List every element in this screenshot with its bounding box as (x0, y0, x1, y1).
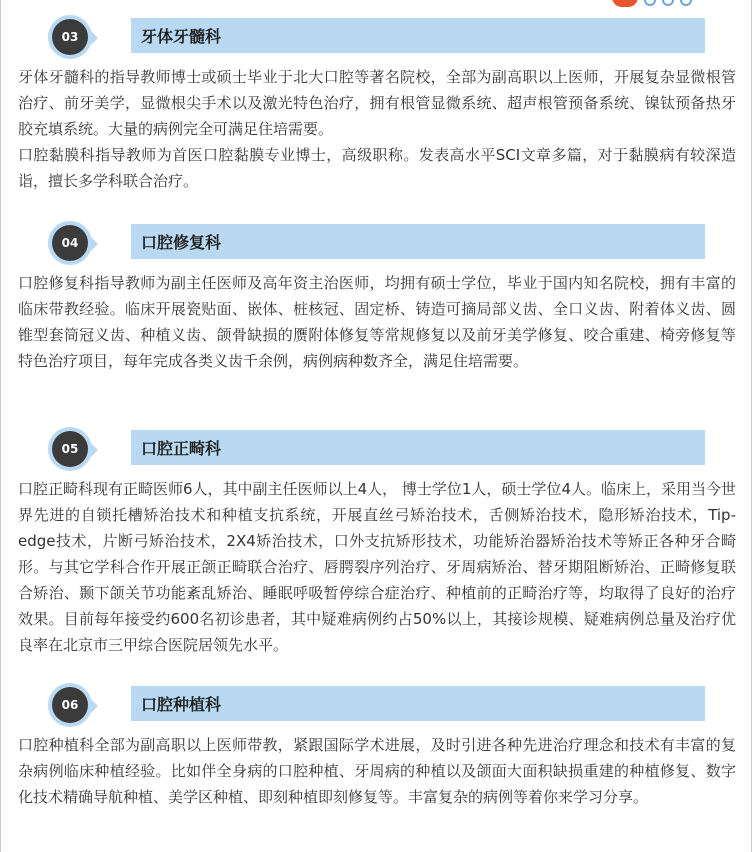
section-title: 口腔修复科 (131, 224, 705, 259)
section-title: 口腔种植科 (131, 686, 705, 721)
paragraph: 口腔修复科指导教师为副主任医师及高年资主治医师，均拥有硕士学位，毕业于国内知名院校，拥有丰富的临床带教经验。临床开展瓷贴面、嵌体、桩核冠、固定桥、铸造可摘局部义齿、全口义齿、附着体义齿、圆锥型套筒冠义齿、种植义齿、颌骨缺损的赝附体修复等常规修复以及前牙美学修复、咬合重建、椅旁修复等特色治疗项目，每年完成各类义齿千余例，病例病种数齐全，满足住培需要。 (18, 274, 736, 370)
badge-arrow-icon (91, 237, 98, 251)
circle-icon[interactable] (644, 0, 656, 6)
paragraph: 口腔正畸科现有正畸医师6人，其中副主任医师以上4人， 博士学位1人，硕士学位4人。临床上，采用当今世界先进的自锁托槽矫治技术和种植支抗系统，开展直丝弓矫治技术，舌侧矫治技术，隐形矫治技术，Tip-edge技术，片断弓矫治技术，2X4矫治技术，口外支抗矫形技术，功能矫治器矫治技术等矫正各种牙合畸形。与其它学科合作开展正颌正畸联合治疗、唇腭裂序列治疗、牙周病矫治、替牙期阻断矫治、正畸修复联合矫治、颞下颌关节功能紊乱矫治、睡眠呼吸暂停综合症治疗、种植前的正畸治疗等，均取得了良好的治疗效果。目前每年接受约600名初诊患者，其中疑难病例约占50%以上，其接诊规模、疑难病例总量及治疗优良率在北京市三甲综合医院居领先水平。 (18, 480, 736, 654)
brand-logo-icon (612, 0, 638, 7)
section-header (0, 430, 754, 470)
section-header (0, 224, 754, 264)
section-header (0, 18, 754, 58)
badge-arrow-icon (91, 31, 98, 45)
section-body (18, 732, 736, 810)
section-body (18, 476, 736, 658)
corner-toolbar[interactable] (612, 0, 754, 8)
badge-arrow-icon (91, 699, 98, 713)
badge-arrow-icon (91, 443, 98, 457)
section-number-badge: 04 (52, 225, 88, 261)
section-title: 牙体牙髓科 (131, 18, 705, 53)
section-number-badge: 03 (52, 19, 88, 55)
paragraph: 牙体牙髓科的指导教师博士或硕士毕业于北大口腔等著名院校，全部为副高职以上医师，开展复杂显微根管治疗、前牙美学，显微根尖手术以及激光特色治疗，拥有根管显微系统、超声根管预备系统、镍钛预备热牙胶充填系统。大量的病例完全可满足住培需要。 (18, 68, 736, 138)
circle-icon[interactable] (680, 0, 692, 6)
paragraph: 口腔黏膜科指导教师为首医口腔黏膜专业博士，高级职称。发表高水平SCI文章多篇，对于黏膜病有较深造诣，擅长多学科联合治疗。 (18, 146, 736, 190)
section-number-badge: 05 (52, 431, 88, 467)
section-header (0, 686, 754, 726)
circle-icon[interactable] (662, 0, 674, 6)
section-body (18, 64, 736, 194)
section-number-badge: 06 (52, 687, 88, 723)
section-title: 口腔正畸科 (131, 430, 705, 465)
section-body (18, 270, 736, 374)
paragraph: 口腔种植科全部为副高职以上医师带教，紧跟国际学术进展，及时引进各种先进治疗理念和技术有丰富的复杂病例临床种植经验。比如伴全身病的口腔种植、牙周病的种植以及颌面大面积缺损重建的种植修复、数字化技术精确导航种植、美学区种植、即刻种植即刻修复等。丰富复杂的病例等着你来学习分享。 (18, 736, 736, 806)
